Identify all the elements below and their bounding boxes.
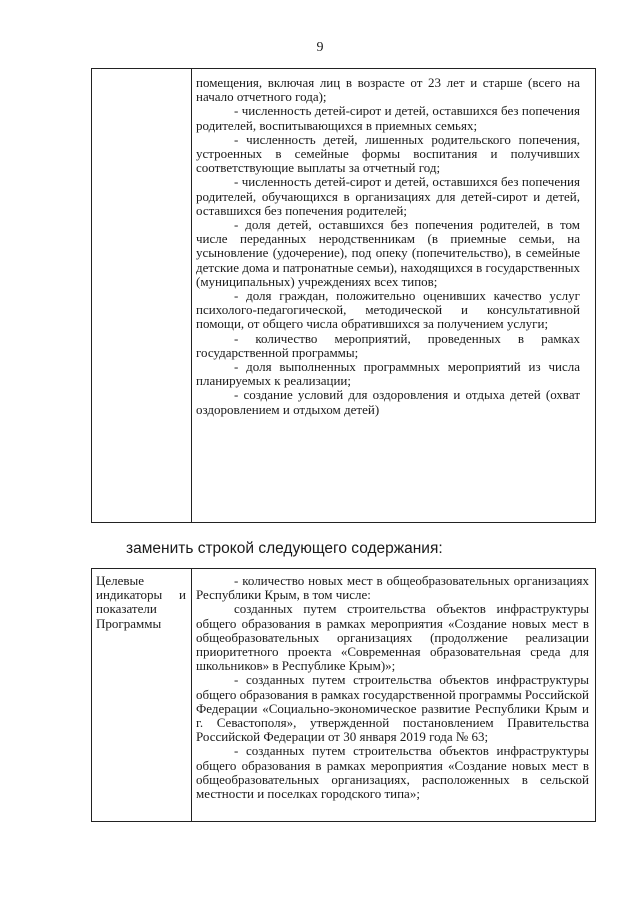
indicator-line: - создание условий для оздоровления и отдыха детей (охват оздоровлением и отдыхом детей) bbox=[196, 387, 580, 417]
indicator-line: - количество мероприятий, проведенных в рамках государственной программы; bbox=[196, 330, 580, 360]
new-indicators-cell bbox=[196, 574, 589, 801]
indicator-line: помещения, включая лиц в возрасте от 23 лет и старше (всего на начало отчетного года); bbox=[196, 75, 580, 105]
row-label-word: и bbox=[179, 587, 186, 603]
indicator-line: - количество новых мест в общеобразовательных организациях Республики Крым, в том числе: bbox=[196, 573, 589, 603]
row-label-line bbox=[96, 588, 186, 602]
indicator-line: - созданных путем строительства объектов инфраструктуры общего образования в рамках государственной программы Российской Федерации «Социально-экономическое развитие Республики Крым и г. Севастополя», утвержденной постановлением Правительства Российской Федерации от 30 января 2019 года № 63; bbox=[196, 672, 589, 745]
row-label-word: индикаторы bbox=[96, 587, 163, 603]
row-label-line: Программы bbox=[96, 615, 162, 631]
old-indicators-cell bbox=[196, 76, 580, 417]
page-number: 9 bbox=[316, 40, 324, 55]
row-label-line: Целевые bbox=[96, 573, 145, 588]
indicator-line: - доля выполненных программных мероприятий из числа планируемых к реализации; bbox=[196, 359, 580, 389]
row-label-line: показатели bbox=[96, 601, 157, 617]
replace-instruction: заменить строкой следующего содержания: bbox=[126, 540, 443, 557]
indicator-line: - доля детей, оставшихся без попечения родителей, в том числе переданных неродственникам (в приемные семьи, на усыновление (удочерение), под опеку (попечительство), в семейные детские дома и патронатные семьи), находящихся в государственных (муниципальных) учреждениях всех типов; bbox=[196, 217, 580, 289]
indicator-line: - численность детей-сирот и детей, оставшихся без попечения родителей, обучающихся в организациях для детей-сирот и детей, оставшихся без попечения родителей; bbox=[196, 174, 580, 218]
indicator-line: - численность детей, лишенных родительского попечения, устроенных в семейные формы воспитания и получивших соответствующие выплаты за отчетный год; bbox=[196, 131, 580, 176]
table-column-divider bbox=[191, 569, 192, 821]
indicator-line: - численность детей-сирот и детей, оставшихся без попечения родителей, воспитывающихся в приемных семьях; bbox=[196, 103, 580, 133]
indicator-line: - доля граждан, положительно оценивших качество услуг психолого-педагогической, методической и консультативной помощи, от общего числа обратившихся за получением услуги; bbox=[196, 288, 580, 332]
row-label-cell bbox=[96, 574, 186, 631]
indicator-line: созданных путем строительства объектов инфраструктуры общего образования в рамках мероприятия «Создание новых мест в общеобразовательных организациях (продолжение реализации приоритетного проекта «Современная образовательная среда для школьников» в Республике Крым)»; bbox=[196, 601, 589, 674]
indicator-line: - созданных путем строительства объектов инфраструктуры общего образования в рамках мероприятия «Создание новых мест в общеобразовательных организациях, расположенных в сельской местности и поселках городского типа»; bbox=[196, 743, 589, 802]
table-column-divider bbox=[191, 69, 192, 522]
